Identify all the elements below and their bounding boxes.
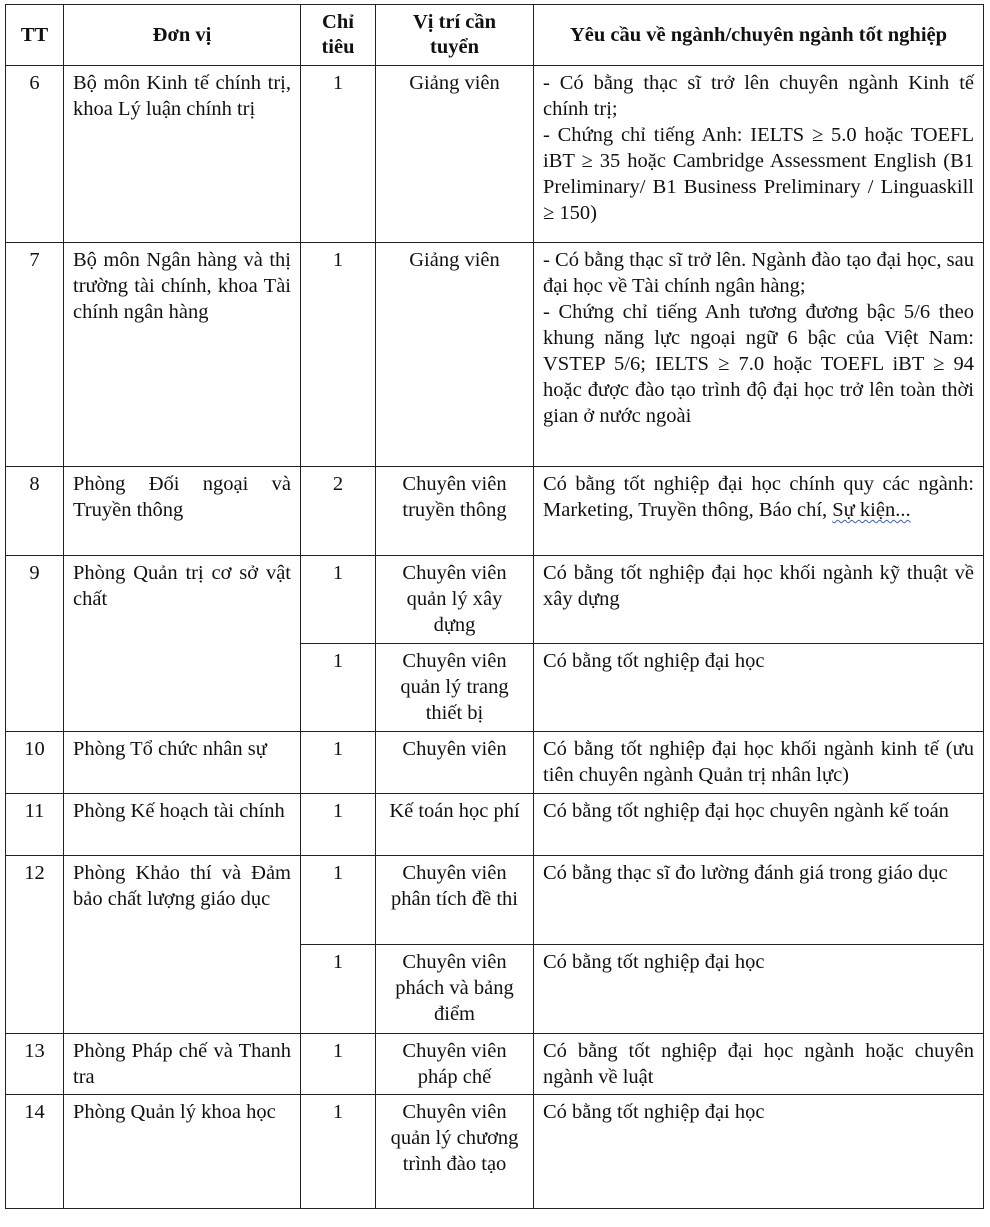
quota: 1 [301, 1095, 376, 1209]
table-row [6, 556, 984, 644]
requirement-line: - Có bằng thạc sĩ trở lên. Ngành đào tạo đại học, sau đại học về Tài chính ngân hàng; [543, 249, 974, 297]
position: Chuyên viên quản lý trang thiết bị [376, 644, 534, 732]
row-number: 14 [6, 1095, 64, 1209]
header-requirement: Yêu cầu về ngành/chuyên ngành tốt nghiệp [534, 5, 984, 66]
position: Chuyên viên pháp chế [376, 1034, 534, 1095]
requirement-line: - Có bằng thạc sĩ trở lên chuyên ngành Kinh tế chính trị; [543, 72, 974, 120]
requirement-text: Có bằng tốt nghiệp đại học chính quy các ngành: Marketing, Truyền thông, Báo chí, [543, 473, 974, 521]
table-row [6, 1034, 984, 1095]
row-number: 7 [6, 243, 64, 467]
requirement: Có bằng tốt nghiệp đại học khối ngành kỹ thuật về xây dựng [534, 556, 984, 644]
header-unit: Đơn vị [64, 5, 301, 66]
requirement [534, 467, 984, 556]
unit-name: Phòng Pháp chế và Thanh tra [64, 1034, 301, 1095]
requirement-line: - Chứng chỉ tiếng Anh: IELTS ≥ 5.0 hoặc TOEFL iBT ≥ 35 hoặc Cambridge Assessment English (B1 Preliminary/ B1 Business Preliminary / Linguaskill ≥ 150) [543, 124, 974, 224]
unit-name: Phòng Quản lý khoa học [64, 1095, 301, 1209]
requirement: Có bằng tốt nghiệp đại học [534, 644, 984, 732]
requirement [534, 243, 984, 467]
quota: 2 [301, 467, 376, 556]
quota: 1 [301, 794, 376, 856]
header-row [6, 5, 984, 66]
quota: 1 [301, 1034, 376, 1095]
requirement [534, 66, 984, 243]
requirement: Có bằng tốt nghiệp đại học chuyên ngành kế toán [534, 794, 984, 856]
requirement: Có bằng tốt nghiệp đại học [534, 945, 984, 1034]
table-row [6, 1095, 984, 1209]
requirement: Có bằng thạc sĩ đo lường đánh giá trong giáo dục [534, 856, 984, 945]
header-quota: Chỉ tiêu [301, 5, 376, 66]
requirement: Có bằng tốt nghiệp đại học [534, 1095, 984, 1209]
quota: 1 [301, 556, 376, 644]
position: Chuyên viên [376, 732, 534, 794]
position: Chuyên viên phân tích đề thi [376, 856, 534, 945]
quota: 1 [301, 66, 376, 243]
row-number: 11 [6, 794, 64, 856]
position: Chuyên viên phách và bảng điểm [376, 945, 534, 1034]
unit-name: Phòng Quản trị cơ sở vật chất [64, 556, 301, 732]
position: Giảng viên [376, 243, 534, 467]
quota: 1 [301, 644, 376, 732]
quota: 1 [301, 732, 376, 794]
quota: 1 [301, 856, 376, 945]
row-number: 8 [6, 467, 64, 556]
quota: 1 [301, 243, 376, 467]
recruitment-table [5, 4, 984, 1209]
position: Giảng viên [376, 66, 534, 243]
table-row [6, 794, 984, 856]
requirement: Có bằng tốt nghiệp đại học khối ngành kinh tế (ưu tiên chuyên ngành Quản trị nhân lực) [534, 732, 984, 794]
table-row [6, 856, 984, 945]
unit-name: Phòng Khảo thí và Đảm bảo chất lượng giáo dục [64, 856, 301, 1034]
table-row [6, 467, 984, 556]
row-number: 10 [6, 732, 64, 794]
position: Chuyên viên quản lý xây dựng [376, 556, 534, 644]
header-position: Vị trí cần tuyển [376, 5, 534, 66]
unit-name: Phòng Đối ngoại và Truyền thông [64, 467, 301, 556]
unit-name: Bộ môn Ngân hàng và thị trường tài chính, khoa Tài chính ngân hàng [64, 243, 301, 467]
position: Chuyên viên quản lý chương trình đào tạo [376, 1095, 534, 1209]
unit-name: Phòng Tổ chức nhân sự [64, 732, 301, 794]
requirement: Có bằng tốt nghiệp đại học ngành hoặc chuyên ngành về luật [534, 1034, 984, 1095]
unit-name: Bộ môn Kinh tế chính trị, khoa Lý luận chính trị [64, 66, 301, 243]
row-number: 9 [6, 556, 64, 732]
row-number: 13 [6, 1034, 64, 1095]
position: Chuyên viên truyền thông [376, 467, 534, 556]
table-row [6, 66, 984, 243]
quota: 1 [301, 945, 376, 1034]
table-row [6, 243, 984, 467]
requirement-line: - Chứng chỉ tiếng Anh tương đương bậc 5/6 theo khung năng lực ngoại ngữ 6 bậc của Việt Nam: VSTEP 5/6; IELTS ≥ 7.0 hoặc TOEFL iBT ≥ 94 hoặc được đào tạo trình độ đại học trở lên toàn thời gian ở nước ngoài [543, 301, 974, 427]
row-number: 6 [6, 66, 64, 243]
unit-name: Phòng Kế hoạch tài chính [64, 794, 301, 856]
table-row [6, 732, 984, 794]
header-tt: TT [6, 5, 64, 66]
row-number: 12 [6, 856, 64, 1034]
position: Kế toán học phí [376, 794, 534, 856]
spellcheck-underlined-text: Sự kiện... [832, 499, 911, 521]
